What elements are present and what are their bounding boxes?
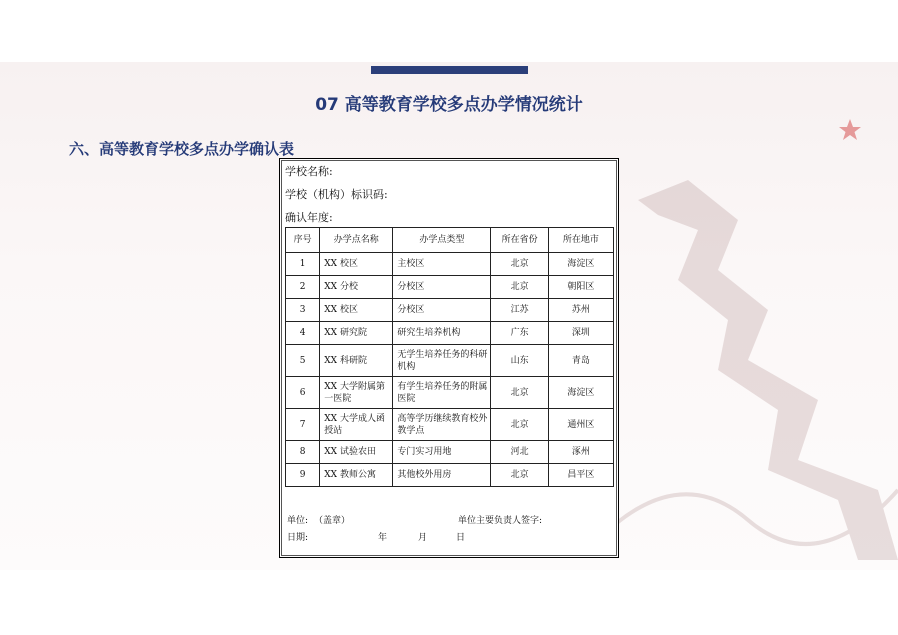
table-cell: 河北: [491, 441, 548, 464]
table-cell: 北京: [491, 377, 548, 409]
table-cell: 分校区: [393, 299, 491, 322]
table-row: [286, 441, 614, 464]
header-cell: 所在地市: [548, 228, 613, 253]
table-cell: 通州区: [548, 409, 613, 441]
table-cell: 7: [286, 409, 320, 441]
table-cell: 北京: [491, 409, 548, 441]
table-cell: 苏州: [548, 299, 613, 322]
section-title: 六、高等教育学校多点办学确认表: [69, 140, 295, 158]
table-row: [286, 377, 614, 409]
table-cell: 9: [286, 464, 320, 487]
table-cell: 3: [286, 299, 320, 322]
table-row: [286, 345, 614, 377]
table-cell: XX 大学附属第一医院: [320, 377, 393, 409]
header-accent-bar: [371, 66, 528, 74]
table-row: [286, 276, 614, 299]
table-cell: 青岛: [548, 345, 613, 377]
table-cell: 广东: [491, 322, 548, 345]
table-cell: 涿州: [548, 441, 613, 464]
table-cell: 8: [286, 441, 320, 464]
star-icon: [838, 118, 862, 142]
table-cell: 2: [286, 276, 320, 299]
signature-label: 单位主要负责人签字:: [458, 516, 543, 526]
table-cell: 海淀区: [548, 377, 613, 409]
table-row: [286, 464, 614, 487]
table-cell: 昌平区: [548, 464, 613, 487]
date-year: 年: [378, 533, 388, 543]
table-cell: XX 校区: [320, 299, 393, 322]
school-name-label: 学校名称:: [285, 165, 333, 178]
table-cell: 4: [286, 322, 320, 345]
table-cell: XX 校区: [320, 253, 393, 276]
table-cell: 5: [286, 345, 320, 377]
unit-label: 单位:: [287, 516, 309, 526]
date-day: 日: [456, 533, 466, 543]
table-cell: 北京: [491, 276, 548, 299]
table-row: [286, 253, 614, 276]
table-row: [286, 322, 614, 345]
header-cell: 办学点名称: [320, 228, 393, 253]
table-cell: 其他校外用房: [393, 464, 491, 487]
seal-label: （盖章）: [314, 516, 351, 526]
table-cell: 主校区: [393, 253, 491, 276]
table-cell: 海淀区: [548, 253, 613, 276]
date-month: 月: [418, 533, 428, 543]
header-cell: 办学点类型: [393, 228, 491, 253]
table-cell: 山东: [491, 345, 548, 377]
header-cell: 序号: [286, 228, 320, 253]
table-row: [286, 299, 614, 322]
table-header-row: [286, 228, 614, 253]
table-cell: 有学生培养任务的附属医院: [393, 377, 491, 409]
sites-table: [285, 227, 614, 487]
table-cell: 无学生培养任务的科研机构: [393, 345, 491, 377]
table-cell: 专门实习用地: [393, 441, 491, 464]
table-cell: 研究生培养机构: [393, 322, 491, 345]
table-cell: 江苏: [491, 299, 548, 322]
table-cell: 1: [286, 253, 320, 276]
table-cell: 6: [286, 377, 320, 409]
table-cell: XX 大学成人函授站: [320, 409, 393, 441]
table-cell: 深圳: [548, 322, 613, 345]
table-cell: XX 研究院: [320, 322, 393, 345]
table-cell: 北京: [491, 464, 548, 487]
table-row: [286, 409, 614, 441]
school-id-label: 学校（机构）标识码:: [285, 188, 388, 201]
table-cell: XX 科研院: [320, 345, 393, 377]
page-title: 07 高等教育学校多点办学情况统计: [315, 95, 583, 115]
table-cell: XX 分校: [320, 276, 393, 299]
header-cell: 所在省份: [491, 228, 548, 253]
table-cell: 北京: [491, 253, 548, 276]
table-cell: XX 试验农田: [320, 441, 393, 464]
table-cell: XX 教师公寓: [320, 464, 393, 487]
table-cell: 高等学历继续教育校外教学点: [393, 409, 491, 441]
confirm-year-label: 确认年度:: [285, 211, 333, 224]
table-cell: 分校区: [393, 276, 491, 299]
great-wall-watermark: [598, 160, 898, 560]
date-label: 日期:: [287, 533, 309, 543]
table-cell: 朝阳区: [548, 276, 613, 299]
